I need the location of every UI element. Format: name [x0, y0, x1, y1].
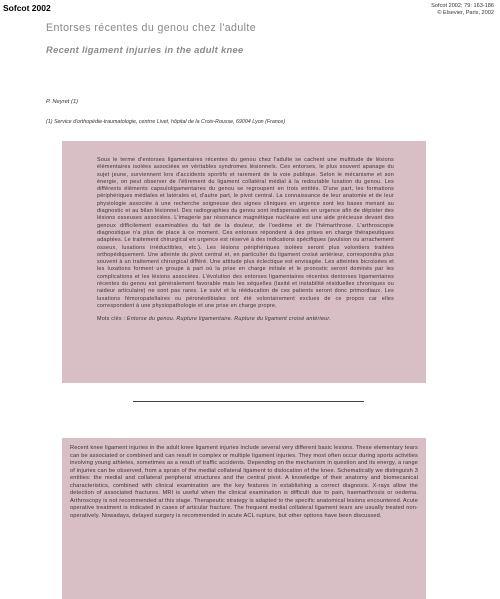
affiliation-line: (1) Service d'orthopédie-traumatologie, centrre Livet, hôpital de la Croix-Rousse, 69004 Lyon (France)	[46, 119, 286, 125]
abstract-en-box	[62, 438, 426, 599]
keywords-label: Mots clés :	[97, 316, 126, 323]
abstract-en-text: Recent knee ligament injuries in the adult knee ligament injuries include several very different basic lesions. These elementary tears can be associated or combined and can result in complex or multiple ligament injuries. They most often occur during sports activities involving young athletes, sometimes as a result of traffic accidents. Depending on the mechanism in question and its energy, a range of injuries can be observed, from a sprain of the medial collateral ligament to dislocation of the knee. Schematically we distinguish 3 entities: the medial and collateral peripheral structures and the central pivot. A knowledge of their anatomy and biomecanical characteristics, combined with clinical examination are the key features in establishing a correct diagnosis. X-rays allow the detection of associated fractures. MRI is useful when the clinical examination is difficult due to pain, haemarthrosis or oedema. Arthroscopy is not recommended at this stage. Therapeutic strategy is adapted to the specific anatomical lesions encountered. Acute operative treatment is indicated in cases of articular fracture. The frequent medial collateral ligament tears are usually treated non-operatively. Nowadays, delayed surgery is recommended in acute ACL rupture, but other options have been discussed.	[70, 445, 418, 519]
abstract-fr-text: Sous le terme d'entorses ligamentaires récentes du genou chez l'adulte se cachent une multitude de lésions élémentaires isolées associées en véritables syndromes lésionnels. Ces entorses, le plus souvent apanage du sujet jeune, surviennent lors d'accidents sportifs et rarement de la voie publique. Selon le mécanisme et son énergie, on peut observer de l'étirement du ligament collatéral médial à la redoutable luxation du genou. Les différents éléments capsuloligamentaires du genou se regroupent en trois entités. D'une part, les formations périphériques médiales et latérales et, d'autre part, le pivot central. La connaissance de leur anatomie et de leur physiologie associée à une recherche soigneuse des signes cliniques en urgence sont les bases menant au diagnostic et au bilan lésionnel. Des radiographies du genou sont indispensables en urgence afin de dépister des lésions osseuses associées. L'imagerie par résonance magnétique nucléaire est une aide précieuse devant des genoux difficilement examinables du fait de la douleur, de l'oedème et de l'hémarthrose. L'arthroscopie diagnostique n'a plus de place à ce moment. Ces entorses répondent à des prises en charge thérapeutiques adaptées. Le traitement chirurgical en urgence est réservé à des indications spécifiques (avulsion ou arrachement osseux, luxations irréductibles, etc.). Les lésions périphériques isolées seront plus volontiers traitées orthopédiquement. Une atteinte du pivot central et, en particulier du ligament croisé antérieur, correspondra plus souvent à un traitement chirurgical différé. Une attitude plus éclectique est envisagée. Les atteintes bicroisées et les luxations forment un groupe à part où la prise en charge initiale et le pronostic seront dominés par les complications et les lésions associées. L'évolution des entorses ligamentaires récentes dentorses ligamentaires récentes du genou est généralement favorable mais les séquelles (laxité et instabilité résiduelles chroniques ou raideur articulaire) ne sont pas rares. Le suivi et la rééducation de ces patients seront donc primordiaux. Les luxations fémoropatellaires ou péronéotibiales ont été volontairement exclues de ce propos car elles correspondent à une physiopathologie et une prise en charge propre.	[97, 157, 394, 309]
article-title-en: Recent ligament injuries in the adult knee	[46, 44, 244, 55]
citation-block	[431, 3, 494, 17]
abstract-fr-box	[62, 141, 426, 383]
copyright-line: © Elsevier, Paris, 2002	[437, 10, 494, 16]
journal-name: Sofcot 2002	[3, 3, 51, 13]
keywords-line	[97, 316, 394, 323]
author-line: P. Neyret (1)	[46, 99, 79, 105]
article-title-fr: Entorses récentes du genou chez l'adulte	[46, 22, 257, 34]
section-divider	[133, 401, 364, 402]
keywords-text: Entorse du genou. Rupture ligamentaire. Rupture du ligament croisé antérieur.	[126, 316, 331, 323]
citation-line: Sofcot 2002; 79: 163-186	[431, 3, 494, 9]
